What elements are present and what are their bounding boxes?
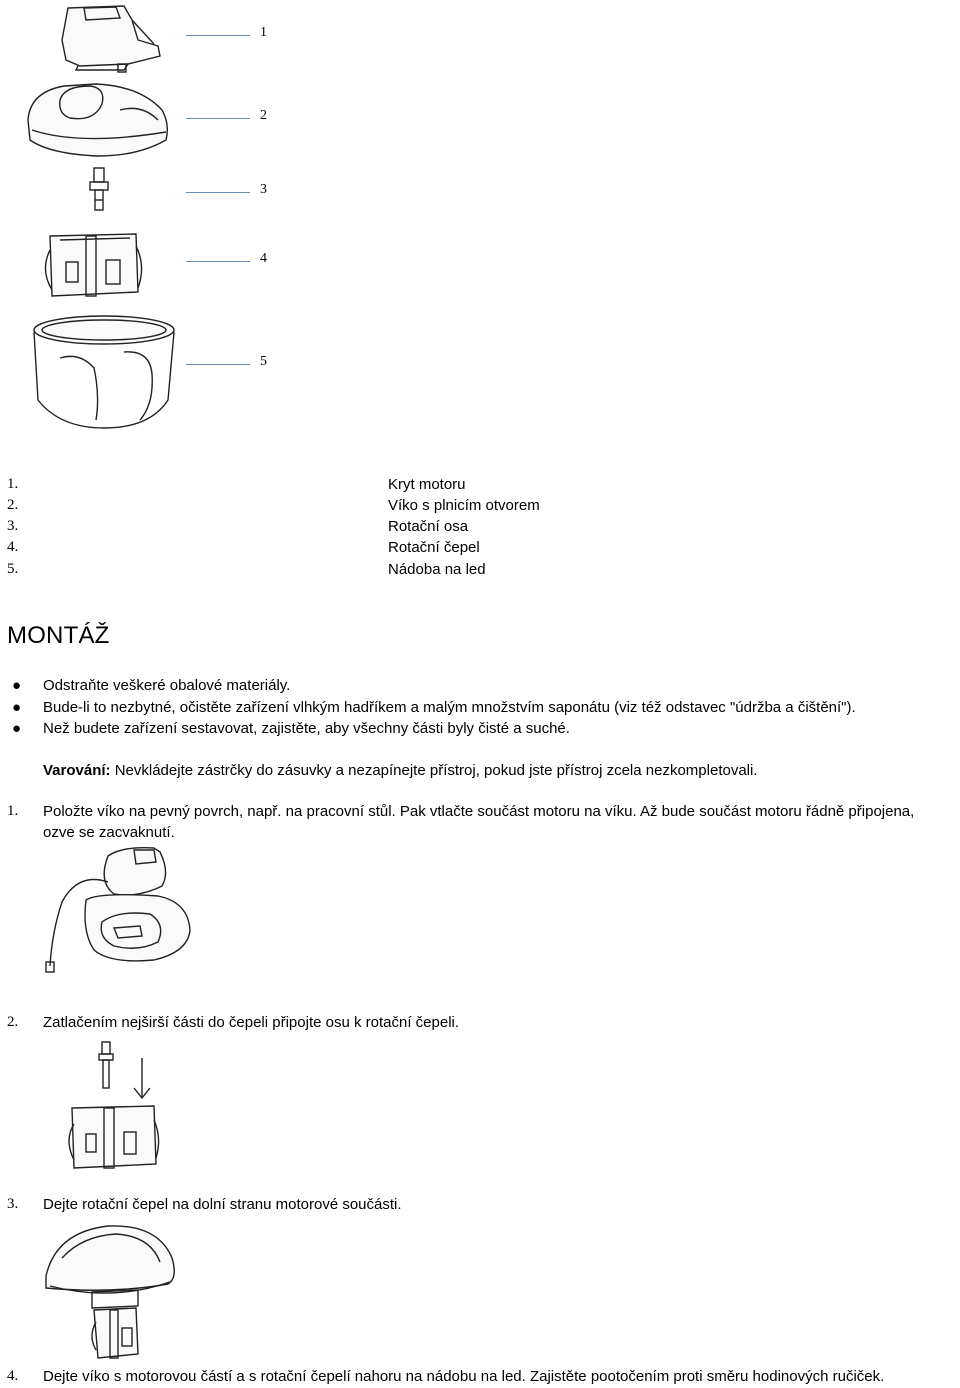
step-number: 1. [7,803,19,819]
bullet-dot-icon: ● [12,720,22,737]
step-2-illustration [62,1040,172,1180]
part-name: Rotační čepel [388,539,480,556]
motor-cover-illustration [62,6,160,72]
part-name: Nádoba na led [388,561,486,578]
part-number: 4. [7,539,19,555]
callout-line-1 [186,35,250,36]
callout-number-4: 4 [260,251,267,266]
shaft-illustration [90,168,108,210]
step-number: 4. [7,1368,19,1384]
warning-paragraph [43,762,758,779]
step-number: 2. [7,1014,19,1030]
warning-text: Nevkládejte zástrčky do zásuvky a nezapínejte přístroj, pokud jste přístroj zcela nezkompletovali. [110,762,758,779]
warning-label: Varování: [43,762,111,779]
bullet-item: Bude-li to nezbytné, očistěte zařízení vlhkým hadříkem a malým množstvím saponátu (viz též odstavec "údržba a čištění"). [43,699,856,716]
lid-illustration [28,84,167,156]
part-name: Víko s plnicím otvorem [388,497,540,514]
ice-bowl-illustration [34,316,174,428]
step-text: Položte víko na pevný povrch, např. na pracovní stůl. Pak vtlačte součást motoru na víku. Až bude součást motoru řádně připojena, [43,803,915,820]
step-3-illustration [42,1218,192,1363]
bullet-item: Odstraňte veškeré obalové materiály. [43,677,291,694]
part-number: 2. [7,497,19,513]
part-number: 1. [7,476,19,492]
blade-illustration [45,234,141,296]
callout-line-2 [186,118,250,119]
part-number: 3. [7,518,19,534]
step-1-illustration [38,842,198,982]
callout-number-3: 3 [260,182,267,197]
callout-number-1: 1 [260,25,267,40]
step-text-continued: ozve se zacvaknutí. [43,824,175,841]
step-number: 3. [7,1196,19,1212]
step-text: Dejte rotační čepel na dolní stranu motorové součásti. [43,1196,402,1213]
callout-number-2: 2 [260,108,267,123]
part-name: Rotační osa [388,518,469,535]
part-name: Kryt motoru [388,476,466,493]
callout-line-4 [186,261,250,262]
section-heading: MONTÁŽ [7,622,110,649]
exploded-parts-diagram [20,0,180,430]
step-text: Dejte víko s motorovou částí a s rotační čepelí nahoru na nádobu na led. Zajistěte pootočením proti směru hodinových ručiček. [43,1368,885,1385]
bullet-dot-icon: ● [12,699,22,716]
callout-line-3 [186,192,250,193]
step-text: Zatlačením nejširší části do čepeli připojte osu k rotační čepeli. [43,1014,460,1031]
bullet-dot-icon: ● [12,677,22,694]
callout-number-5: 5 [260,354,267,369]
callout-line-5 [186,364,250,365]
part-number: 5. [7,561,19,577]
bullet-item: Než budete zařízení sestavovat, zajistěte, aby všechny části byly čisté a suché. [43,720,570,737]
